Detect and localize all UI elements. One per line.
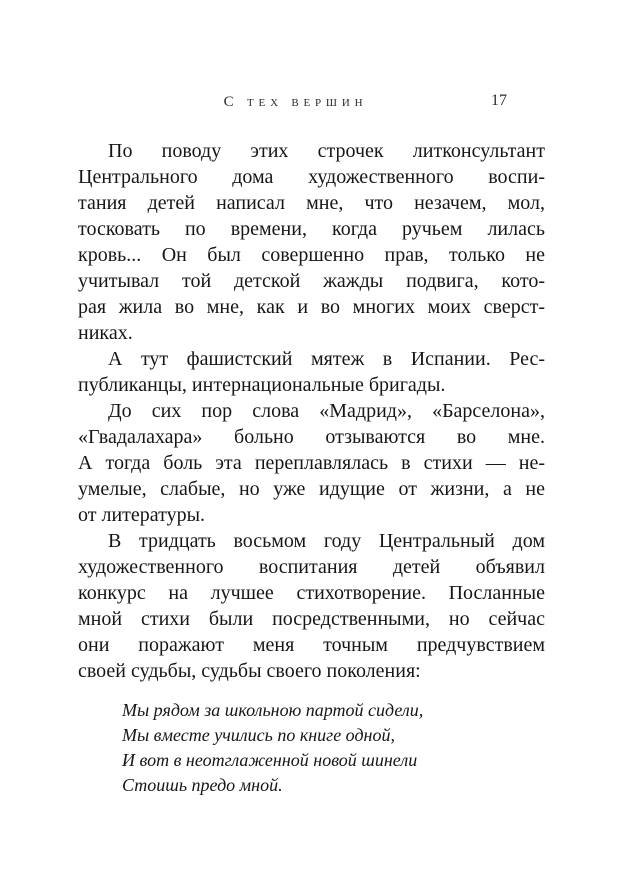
body-line: А тут фашистский мятеж в Испании. Рес- [108, 348, 545, 370]
poem-line: Мы вместе учились по книге одной, [122, 725, 395, 745]
body-line: кровь... Он был совершенно прав, только не [78, 244, 545, 266]
body-line: До сих пор слова «Мадрид», «Барселона», [108, 400, 545, 422]
body-line: тания детей написал мне, что незачем, мол, [78, 192, 545, 214]
poem-line: Стоишь предо мной. [122, 775, 283, 795]
body-line: никах. [78, 322, 133, 344]
page-header [78, 92, 545, 114]
body-line: от литературы. [78, 504, 206, 526]
body-line: умелые, слабые, но уже идущие от жизни, а не [78, 478, 545, 500]
poem-line: И вот в неотглаженной новой шинели [122, 750, 418, 770]
body-line: публиканцы, интернациональные бригады. [78, 374, 446, 396]
running-title: С тех вершин [223, 94, 368, 110]
body-line: художественного воспитания детей объявил [78, 556, 545, 578]
poem-line: Мы рядом за школьною партой сидели, [122, 700, 424, 720]
body-line: А тогда боль эта переплавлялась в стихи — не- [78, 452, 545, 474]
body-text [78, 138, 545, 684]
body-line: В тридцать восьмом году Центральный дом [108, 530, 545, 552]
body-line: По поводу этих строчек литконсультант [108, 140, 545, 162]
body-line: рая жила во мне, как и во многих моих сверст- [78, 296, 545, 318]
body-line: «Гвадалахара» больно отзываются во мне. [78, 426, 545, 448]
body-line: мной стихи были посредственными, но сейчас [78, 608, 545, 630]
body-line: учитывал той детской жажды подвига, кото- [78, 270, 545, 292]
poem-quote [122, 698, 545, 798]
body-line: они поражают меня точным предчувствием [78, 634, 545, 656]
page-number: 17 [491, 92, 507, 109]
body-line: своей судьбы, судьбы своего поколения: [78, 660, 421, 682]
body-line: конкурс на лучшее стихотворение. Посланные [78, 582, 545, 604]
body-line: тосковать по времени, когда ручьем лилась [78, 218, 545, 240]
body-line: Центрального дома художественного воспи- [78, 166, 545, 188]
